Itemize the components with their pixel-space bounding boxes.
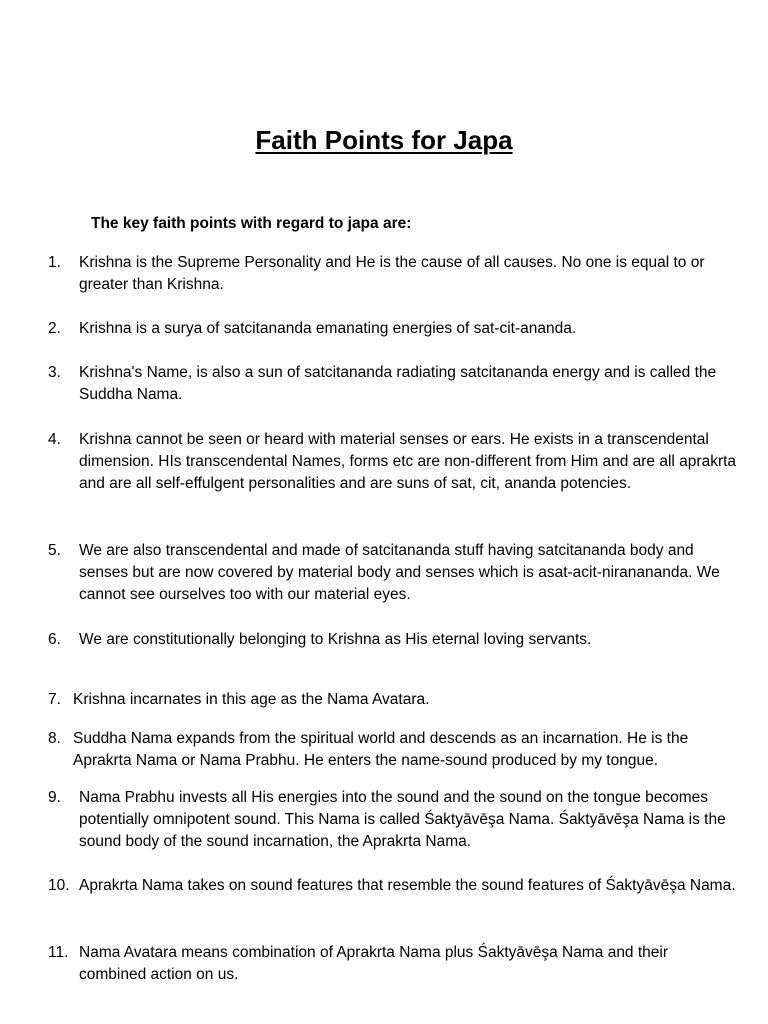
list-item (48, 629, 738, 651)
list-item-text: Nama Avatara means combination of Aprakrta Nama plus Śaktyāvēşa Nama and their combined action on us. (79, 944, 669, 983)
list-item-text: Aprakrta Nama takes on sound features that resemble the sound features of Śaktyāvēşa Nama. (79, 877, 736, 894)
list-item-text: We are also transcendental and made of satcitananda stuff having satcitananda body and senses but are now covered by material body and senses which is asat-acit-niranananda. We cannot see ourselves too with our material eyes. (79, 542, 720, 603)
list-item-number: 11. (48, 944, 69, 961)
list-item (48, 252, 738, 296)
list-item-number: 6. (48, 631, 61, 648)
list-item-text: We are constitutionally belonging to Krishna as His eternal loving servants. (79, 631, 592, 648)
list-item-number: 2. (48, 320, 61, 337)
list-item (48, 942, 738, 986)
list-item-number: 4. (48, 431, 61, 448)
list-item-number: 10. (48, 877, 70, 894)
list-item (48, 689, 738, 711)
intro-text: The key faith points with regard to japa are: (91, 215, 412, 232)
list-item (48, 787, 738, 853)
list-item-text: Krishna's Name, is also a sun of satcitananda radiating satcitananda energy and is called the Suddha Nama. (79, 364, 717, 403)
list-item (48, 318, 738, 340)
list-item-number: 7. (48, 691, 61, 708)
list-item (48, 728, 738, 772)
list-item-text: Krishna incarnates in this age as the Nama Avatara. (73, 691, 430, 708)
page-title: Faith Points for Japa (255, 125, 513, 155)
list-item (48, 362, 738, 406)
list-item-number: 3. (48, 364, 61, 381)
list-item-text (73, 728, 738, 772)
list-item-number: 1. (48, 254, 61, 271)
list-item-text: Krishna cannot be seen or heard with material senses or ears. He exists in a transcendental dimension. HIs transcendental Names, forms etc are non-different from Him and are all aprakrta and are all self-effulgent personalities and are suns of sat, cit, ananda potencies. (79, 431, 737, 492)
list-item-number: 5. (48, 542, 61, 559)
list-item-number: 8. (48, 730, 61, 747)
list-item (48, 429, 738, 495)
list-item-number: 9. (48, 789, 61, 806)
list-item-text: Krishna is a surya of satcitananda emanating energies of sat-cit-ananda. (79, 320, 577, 337)
list-item (48, 875, 738, 897)
list-item-text-content: Suddha Nama expands from the spiritual world and descends as an incarnation. He is the Aprakrta Nama or Nama Prabhu. He enters the name-sound produced by my tongue. (73, 730, 689, 769)
list-item-text: Nama Prabhu invests all His energies into the sound and the sound on the tongue becomes potentially omnipotent sound. This Nama is called Śaktyāvēşa Nama. Śaktyāvēşa Nama is the sound body of the sound incarnation, the Aprakrta Nama. (79, 789, 726, 850)
list-item (48, 540, 738, 606)
list-item-text: Krishna is the Supreme Personality and He is the cause of all causes. No one is equal to or greater than Krishna. (79, 254, 705, 293)
